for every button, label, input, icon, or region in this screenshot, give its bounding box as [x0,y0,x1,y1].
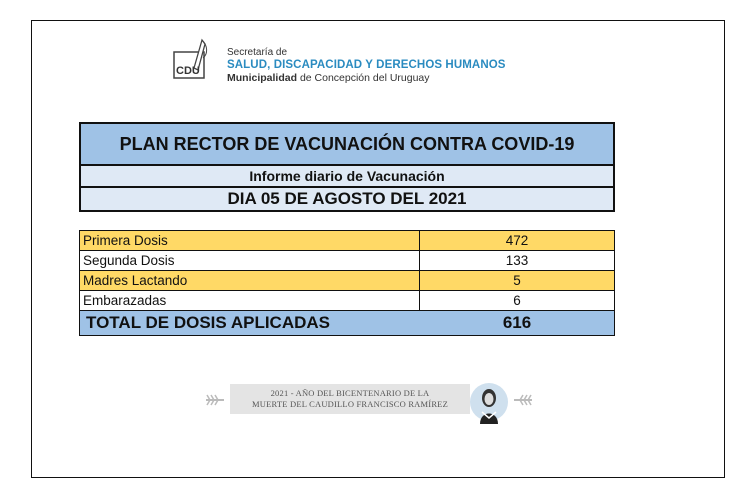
row-label: Segunda Dosis [80,251,420,270]
bicentenary-plate [230,384,470,414]
total-value: 616 [502,313,532,332]
row-label: Embarazadas [80,291,420,310]
total-label: TOTAL DE DOSIS APLICADAS [86,313,331,332]
row-value: 6 [513,293,521,308]
report-date: DIA 05 DE AGOSTO DEL 2021 [81,188,613,210]
table-row [80,271,614,291]
total-row [80,311,614,335]
report-title: PLAN RECTOR DE VACUNACIÓN CONTRA COVID-19 [81,124,613,166]
table-row [80,231,614,251]
laurel-left-icon [204,390,226,410]
municipality-bold: Municipalidad [227,72,298,84]
report-title-block [79,122,615,212]
secretaria-label: Secretaría de [227,47,288,58]
row-label: Madres Lactando [80,271,420,290]
bicentenary-line-1: 2021 - AÑO DEL BICENTENARIO DE LA [270,388,430,398]
municipality-line [227,72,506,85]
row-value: 133 [505,253,529,268]
org-name-block [227,46,506,85]
municipality-rest: de Concepción del Uruguay [299,72,430,84]
cdu-logo-icon [172,38,212,82]
doses-table [79,230,615,336]
bicentenary-banner [200,380,540,440]
row-value: 472 [505,233,529,248]
cdu-logo-text: CDU [176,65,200,77]
row-label: Primera Dosis [80,231,420,250]
ramirez-portrait-icon [468,380,510,424]
table-row [80,291,614,311]
department-name: SALUD, DISCAPACIDAD Y DERECHOS HUMANOS [227,59,506,71]
laurel-right-icon [512,390,534,410]
bicentenary-line-2: MUERTE DEL CAUDILLO FRANCISCO RAMÍREZ [252,399,448,409]
report-subtitle: Informe diario de Vacunación [81,166,613,188]
header-logo [172,32,532,88]
row-value: 5 [513,273,521,288]
table-row [80,251,614,271]
